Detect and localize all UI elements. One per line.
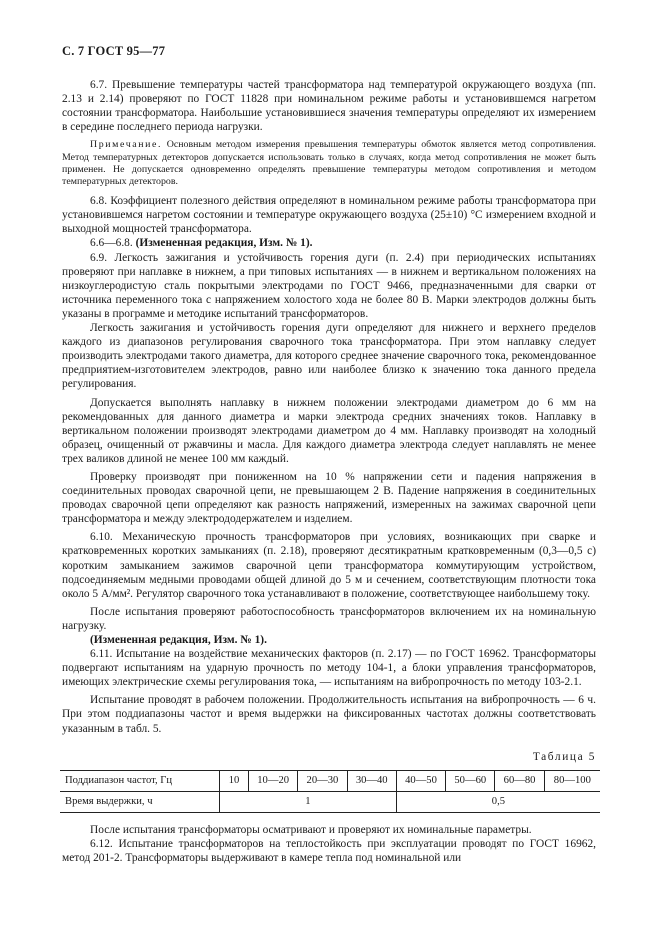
note-label: Примечание. bbox=[90, 139, 163, 151]
paragraph-6-8: 6.8. Коэффициент полезного действия определяют в номинальном режиме работы трансформатора при установившемся нагретом состоянии и температуре окружающего воздуха (25±10) °С измерением входной и выходной мощностей трансформатора. bbox=[62, 195, 596, 236]
paragraph-6-10-b: После испытания проверяют работоспособность трансформаторов включением их на номинальную нагрузку. bbox=[62, 605, 596, 632]
paragraph-6-11-b: Испытание проводят в рабочем положении. Продолжительность испытания на вибропрочность — 6 ч. При этом поддиапазоны частот и время выдержки на фиксированных частотах должны соответствовать указанным в табл. 5. bbox=[62, 694, 596, 735]
table-row bbox=[60, 791, 600, 812]
document-body bbox=[62, 78, 596, 865]
paragraph-6-10: 6.10. Механическую прочность трансформаторов при условиях, возникающих при сварке и кратковременных коротких замыканиях (п. 2.18), проверяют десятикратным кратковременным (0,3—0,5 с) коротким замыканием зажимов сварочной цепи трансформатора коммутирующим устройством, подсоединяемым медными проводами общей длиной до 5 м и сечением, соответствующим плотности тока около 5 А/мм². Регулятор сварочного тока устанавливают в положение, соответствующее наибольшему току. bbox=[62, 531, 596, 600]
note-text: Основным методом измерения превышения температуры обмоток является метод сопротивления. Метод температурных детекторов допускается использовать только в случаях, когда метод сопротивления не может быть применен. Не допускается одновременно определять превышение температуры методом сопротивления и методом температурных детекторов. bbox=[62, 139, 596, 187]
paragraph-6-11: 6.11. Испытание на воздействие механических факторов (п. 2.17) — по ГОСТ 16962. Трансформаторы подвергают испытаниям на ударную прочность по методу 104-1, а блоки управления трансформаторов, имеющих электрические схемы регулирования тока, — испытаниям на вибропрочность по методу 103-2.1. bbox=[62, 648, 596, 689]
table-cell: 0,5 bbox=[396, 791, 600, 812]
paragraph-6-9-c: Допускается выполнять наплавку в нижнем положении электродами диаметром до 6 мм на рекомендованных для данного диаметра и марки электрода средних значениях токов. Наплавку в вертикальном положении производят электродами диаметром до 4 мм. Наплавку производят на холодный образец, очищенный от ржавчины и масла. Для каждого диаметра электрода следует наплавлять не менее трех валиков длиной не менее 100 мм каждый. bbox=[62, 396, 596, 465]
paragraph-after-table: После испытания трансформаторы осматривают и проверяют их номинальные параметры. bbox=[90, 823, 532, 836]
paragraph-6-12: 6.12. Испытание трансформаторов на теплостойкость при эксплуатации проводят по ГОСТ 16962, метод 201-2. Трансформаторы выдерживают в камере тепла под номинальной или bbox=[62, 838, 596, 865]
table-cell: 10—20 bbox=[249, 770, 298, 791]
note-paragraph bbox=[62, 139, 596, 188]
table-cell: 50—60 bbox=[446, 770, 495, 791]
table-caption: Таблица 5 bbox=[532, 750, 596, 763]
paragraph-6-7: 6.7. Превышение температуры частей трансформатора над температурой окружающего воздуха (пп. 2.13 и 2.14) проверяют по ГОСТ 11828 при номинальном режиме работы и установившемся нагретом состоянии трансформатора. Наибольшие установившиеся значения температуры определяют их измерением в середине последнего периода нагрузки. bbox=[62, 79, 596, 134]
paragraph-6-9-b: Легкость зажигания и устойчивость горения дуги определяют для нижнего и верхнего пределов каждого из диапазонов регулирования сварочного тока трансформатора. При этом наплавку следует производить электродами такого диаметра, для которого среднее значение сварочного тока, рекомендованное предприятием-изготовителем электродов, равно или наиболее близко к значению тока данного предела регулирования. bbox=[62, 322, 596, 391]
revision-bold: (Измененная редакция, Изм. № 1). bbox=[135, 237, 313, 250]
table-cell: 10 bbox=[220, 770, 249, 791]
table-cell: 60—80 bbox=[495, 770, 544, 791]
table-cell: 30—40 bbox=[347, 770, 396, 791]
table-header-cell: Время выдержки, ч bbox=[60, 791, 220, 812]
paragraph-6-9: 6.9. Легкость зажигания и устойчивость горения дуги (п. 2.4) при периодических испытаниях проверяют при наплавке в нижнем, а при типовых испытаниях — в нижнем и вертикальном положениях на низкоуглеродистую сталь покрытыми электродами по ГОСТ 9466, предназначенными для сварки от источника переменного тока с напряжением холостого хода не более 80 В. Марки электродов должны быть указаны в программе и методике испытаний трансформаторов. bbox=[62, 251, 596, 320]
revision-note-1 bbox=[62, 236, 596, 250]
paragraph-6-9-d: Проверку производят при пониженном на 10 % напряжении сети и падения напряжения в соединительных проводах сварочной цепи, не превышающем 2 В. Падение напряжения в соединительных проводах сварочной цепи определяют как разность напряжений, измеренных на зажимах сварочной цепи трансформатора и между электрододержателем и изделием. bbox=[62, 470, 596, 526]
revision-prefix: 6.6—6.8. bbox=[90, 237, 136, 250]
frequency-table bbox=[60, 770, 600, 813]
page-header: С. 7 ГОСТ 95—77 bbox=[62, 44, 166, 58]
table-cell: 40—50 bbox=[396, 770, 445, 791]
revision-note-2: (Измененная редакция, Изм. № 1). bbox=[90, 634, 267, 646]
table-cell: 1 bbox=[220, 791, 397, 812]
table-cell: 80—100 bbox=[544, 770, 600, 791]
table-row bbox=[60, 770, 600, 791]
table-header-cell: Поддиапазон частот, Гц bbox=[60, 770, 220, 791]
table-cell: 20—30 bbox=[298, 770, 347, 791]
